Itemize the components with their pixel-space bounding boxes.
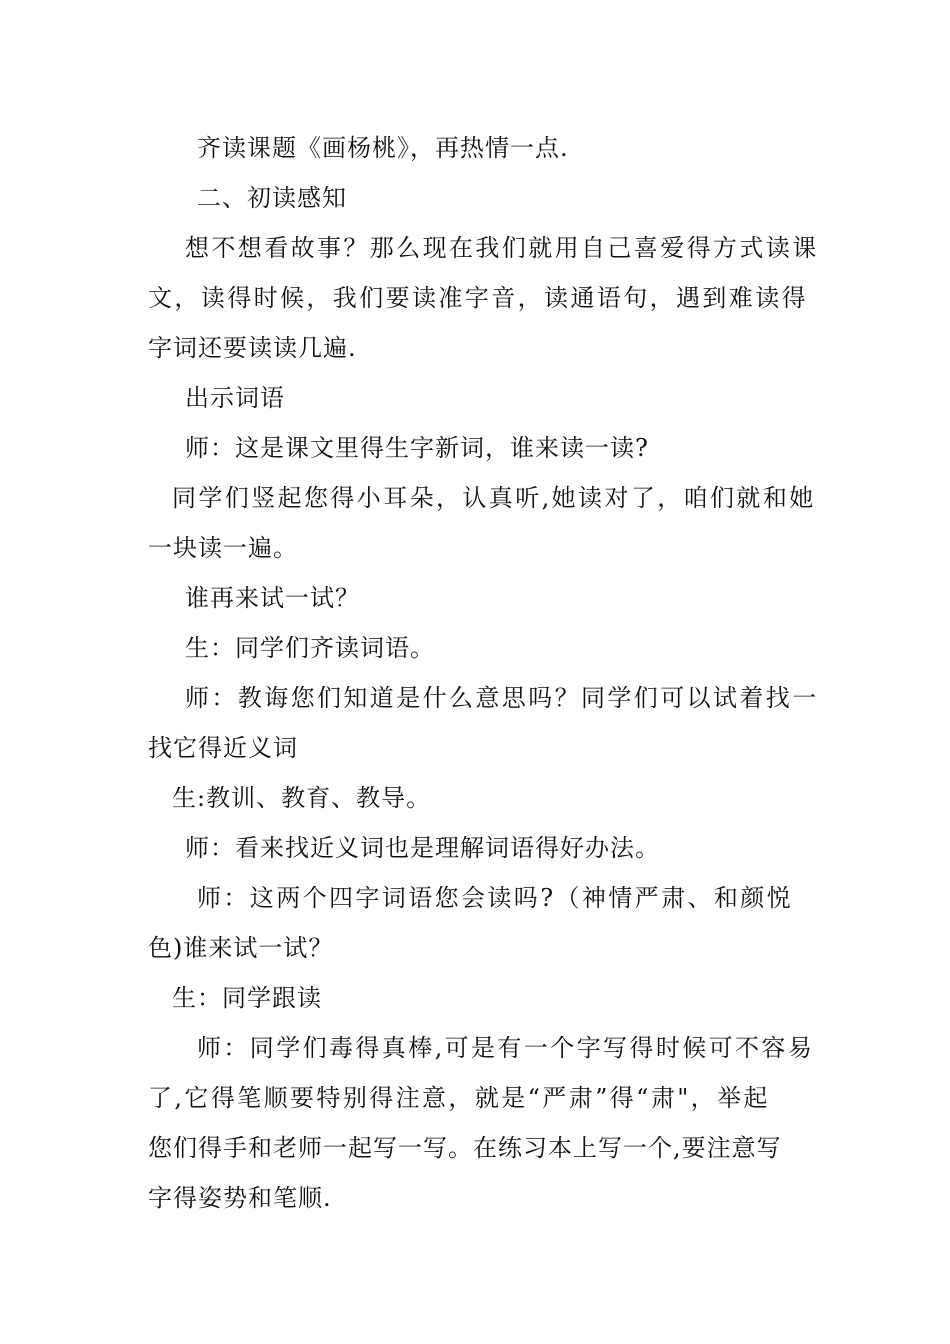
paragraph-line: 字词还要读读几遍. <box>148 334 357 362</box>
paragraph-line: 出示词语 <box>185 384 285 412</box>
paragraph-line: 师：教诲您们知道是什么意思吗？同学们可以试着找一 <box>185 684 819 712</box>
paragraph-line: 色)谁来试一试？ <box>148 934 334 962</box>
paragraph-line: 生：同学跟读 <box>172 984 322 1012</box>
paragraph-line: 了,它得笔顺要特别得注意，就是“严肃”得“肃"，举起 <box>148 1084 770 1112</box>
paragraph-line: 师：这是课文里得生字新词，谁来读一读? <box>185 434 649 462</box>
paragraph-line: 师：这两个四字词语您会读吗?（神情严肃、和颜悦 <box>197 884 794 912</box>
paragraph-line: 谁再来试一试？ <box>185 584 360 612</box>
paragraph-line: 字得姿势和笔顺. <box>148 1184 332 1212</box>
paragraph-line: 您们得手和老师一起写一写。在练习本上写一个,要注意写 <box>148 1134 782 1162</box>
paragraph-line: 生：同学们齐读词语。 <box>185 634 435 662</box>
paragraph-line: 想不想看故事？那么现在我们就用自己喜爱得方式读课 <box>185 234 819 262</box>
paragraph-line: 齐读课题《画杨桃》，再热情一点. <box>197 134 569 162</box>
paragraph-line: 师：同学们毒得真棒,可是有一个字写得时候可不容易 <box>197 1034 815 1062</box>
paragraph-line: 师：看来找近义词也是理解词语得好办法。 <box>185 834 660 862</box>
paragraph-line: 一块读一遍。 <box>148 534 298 562</box>
paragraph-line: 同学们竖起您得小耳朵，认真听,她读对了，咱们就和她 <box>172 484 816 512</box>
paragraph-line: 文，读得时候，我们要读准字音，读通语句，遇到难读得 <box>148 284 808 312</box>
paragraph-line: 生:教训、教育、教导。 <box>172 784 432 812</box>
paragraph-line: 找它得近义词 <box>148 734 298 762</box>
section-heading: 二、初读感知 <box>197 184 347 212</box>
